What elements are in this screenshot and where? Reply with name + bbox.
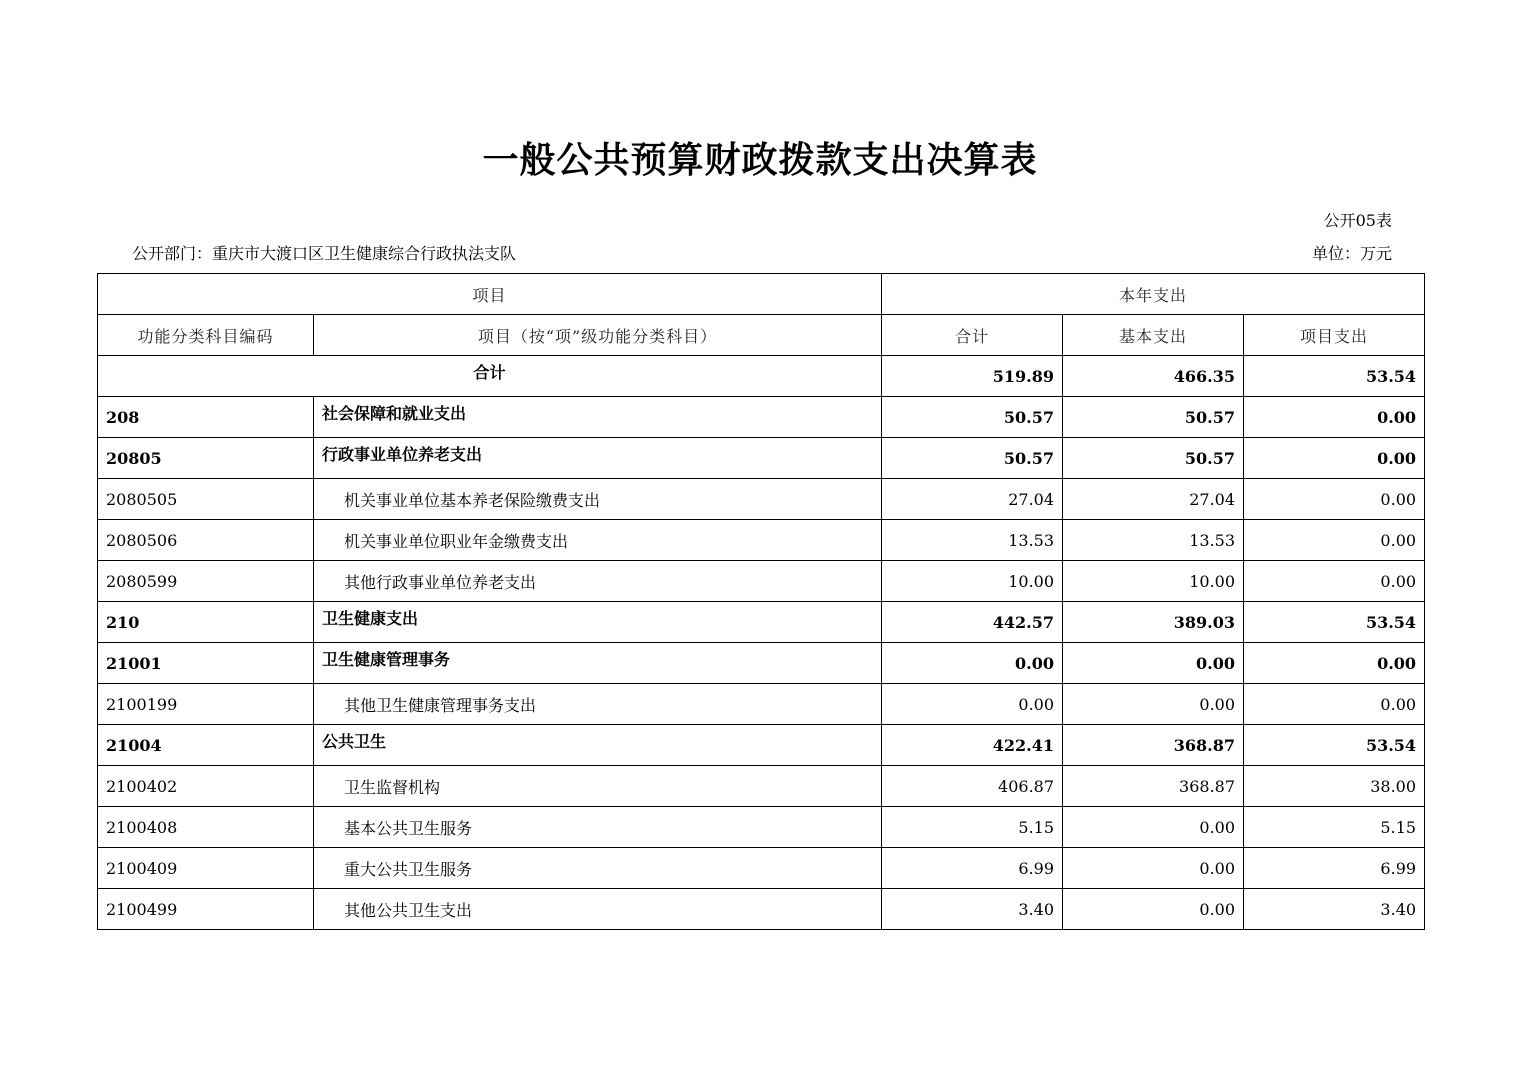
total-row [98,356,1425,397]
row-name: 公共卫生 [314,725,882,766]
header-row-columns [98,315,1425,356]
row-basic: 368.87 [1063,725,1244,766]
header-year-group: 本年支出 [882,274,1425,315]
row-basic: 0.00 [1063,684,1244,725]
row-name: 基本公共卫生服务 [314,807,882,848]
row-code: 2100409 [98,848,314,889]
row-code: 2080505 [98,479,314,520]
row-basic: 13.53 [1063,520,1244,561]
row-basic: 0.00 [1063,643,1244,684]
header-name: 项目（按“项”级功能分类科目） [314,315,882,356]
row-code: 2080506 [98,520,314,561]
row-total: 10.00 [882,561,1063,602]
row-code: 21004 [98,725,314,766]
header-basic: 基本支出 [1063,315,1244,356]
total-label: 合计 [98,356,882,397]
table-row [98,766,1425,807]
row-name: 其他公共卫生支出 [314,889,882,930]
row-name: 卫生健康支出 [314,602,882,643]
row-name: 机关事业单位职业年金缴费支出 [314,520,882,561]
row-basic: 50.57 [1063,438,1244,479]
table-row [98,520,1425,561]
row-code: 21001 [98,643,314,684]
total-basic: 466.35 [1063,356,1244,397]
table-row [98,438,1425,479]
header-row-group [98,274,1425,315]
row-total: 5.15 [882,807,1063,848]
table-row [98,889,1425,930]
row-code: 2100408 [98,807,314,848]
row-code: 2100402 [98,766,314,807]
row-code: 2100499 [98,889,314,930]
row-name: 社会保障和就业支出 [314,397,882,438]
row-project: 0.00 [1244,684,1425,725]
row-total: 27.04 [882,479,1063,520]
row-name: 其他卫生健康管理事务支出 [314,684,882,725]
row-name: 其他行政事业单位养老支出 [314,561,882,602]
row-basic: 368.87 [1063,766,1244,807]
table-row [98,561,1425,602]
table-row [98,602,1425,643]
header-total: 合计 [882,315,1063,356]
row-total: 50.57 [882,397,1063,438]
row-project: 0.00 [1244,561,1425,602]
page-title: 一般公共预算财政拨款支出决算表 [482,140,1038,181]
row-project: 3.40 [1244,889,1425,930]
table-row [98,397,1425,438]
row-basic: 0.00 [1063,807,1244,848]
row-total: 50.57 [882,438,1063,479]
row-project: 5.15 [1244,807,1425,848]
department-label: 公开部门：重庆市大渡口区卫生健康综合行政执法支队 [132,244,517,263]
row-name: 行政事业单位养老支出 [314,438,882,479]
form-number: 公开05表 [1323,211,1392,230]
row-total: 406.87 [882,766,1063,807]
row-basic: 389.03 [1063,602,1244,643]
row-project: 53.54 [1244,725,1425,766]
row-total: 0.00 [882,643,1063,684]
row-code: 2080599 [98,561,314,602]
row-name: 卫生监督机构 [314,766,882,807]
table-row [98,643,1425,684]
row-project: 0.00 [1244,479,1425,520]
row-total: 3.40 [882,889,1063,930]
row-project: 0.00 [1244,397,1425,438]
row-total: 0.00 [882,684,1063,725]
table-row [98,807,1425,848]
table-row [98,848,1425,889]
header-item-group: 项目 [98,274,882,315]
row-name: 机关事业单位基本养老保险缴费支出 [314,479,882,520]
row-project: 38.00 [1244,766,1425,807]
row-code: 20805 [98,438,314,479]
header-project: 项目支出 [1244,315,1425,356]
unit-label: 单位：万元 [1311,244,1392,263]
row-code: 2100199 [98,684,314,725]
row-basic: 50.57 [1063,397,1244,438]
table-row [98,479,1425,520]
row-total: 6.99 [882,848,1063,889]
row-project: 0.00 [1244,643,1425,684]
row-project: 0.00 [1244,520,1425,561]
row-code: 208 [98,397,314,438]
row-project: 53.54 [1244,602,1425,643]
row-basic: 10.00 [1063,561,1244,602]
row-total: 442.57 [882,602,1063,643]
row-total: 13.53 [882,520,1063,561]
total-amount: 519.89 [882,356,1063,397]
row-name: 重大公共卫生服务 [314,848,882,889]
row-project: 0.00 [1244,438,1425,479]
total-project: 53.54 [1244,356,1425,397]
row-basic: 27.04 [1063,479,1244,520]
row-basic: 0.00 [1063,889,1244,930]
table-row [98,684,1425,725]
header-code: 功能分类科目编码 [98,315,314,356]
row-total: 422.41 [882,725,1063,766]
row-name: 卫生健康管理事务 [314,643,882,684]
table-row [98,725,1425,766]
expenditure-table [97,273,1425,930]
row-code: 210 [98,602,314,643]
row-project: 6.99 [1244,848,1425,889]
row-basic: 0.00 [1063,848,1244,889]
